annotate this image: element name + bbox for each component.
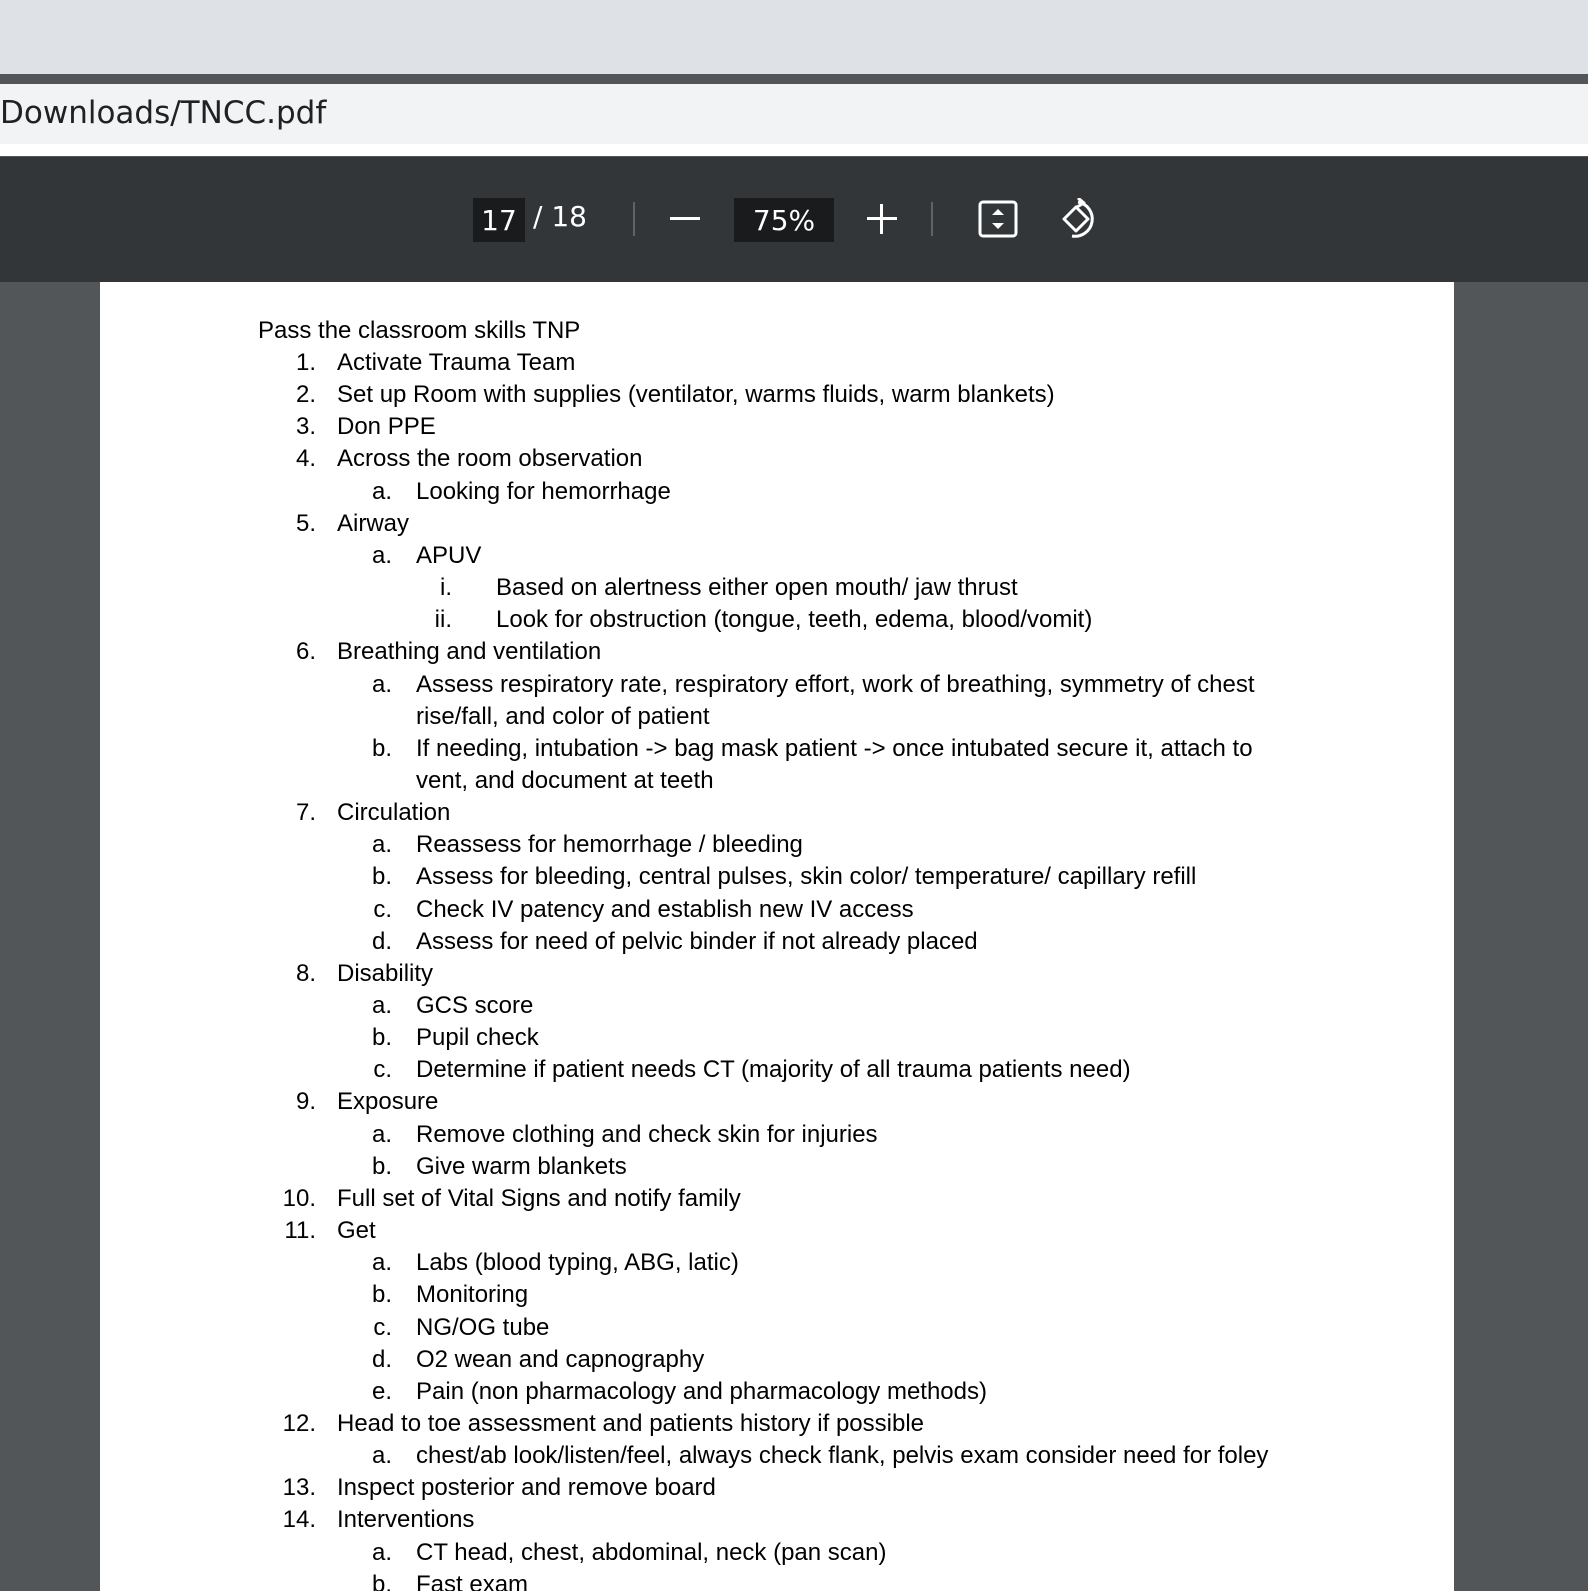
document-line [100,1184,1454,1214]
document-line [100,1538,1454,1568]
document-line [100,862,1454,892]
document-line [100,670,1454,700]
page-total-label: / 18 [533,200,587,233]
list-item-text: Assess for need of pelvic binder if not already placed [416,927,978,955]
list-marker: 1. [295,349,316,376]
list-marker: 2. [295,381,316,409]
document-line [100,1441,1454,1471]
document-line [100,1120,1454,1150]
list-marker: a. [371,541,392,569]
page-number-input[interactable]: 17 [473,198,525,242]
list-marker: 4. [295,445,316,473]
list-item-text: Set up Room with supplies (ventilator, warms fluids, warm blankets) [337,381,1055,409]
list-item-text: Pupil check [416,1024,539,1052]
rotate-icon[interactable] [1056,198,1098,240]
list-item-text: Exposure [337,1088,439,1116]
document-line [100,830,1454,860]
list-item-text: Don PPE [337,413,436,441]
document-line [100,1023,1454,1053]
document-line [100,895,1454,925]
list-marker: b. [371,1570,392,1591]
document-line [100,1313,1454,1343]
document-line [100,1377,1454,1407]
document-line [100,927,1454,957]
document-line [100,605,1454,635]
list-marker: 12. [282,1409,316,1437]
list-marker: c. [373,1313,392,1341]
document-line [100,734,1454,764]
list-marker: d. [371,1345,392,1373]
list-marker: 3. [295,413,316,441]
fit-to-page-icon[interactable] [978,200,1018,238]
list-marker: 10. [282,1184,316,1212]
list-marker: a. [371,477,392,505]
zoom-in-icon[interactable] [865,202,899,236]
list-marker: 7. [295,799,316,827]
list-item-text: APUV [416,541,482,569]
document-line [100,702,1454,732]
list-marker: 6. [295,638,316,666]
list-item-text: GCS score [416,992,534,1019]
document-line [100,1248,1454,1278]
document-line [100,1473,1454,1503]
list-marker: a. [371,670,392,698]
list-marker: a. [371,1538,392,1566]
list-item-text: Looking for hemorrhage [416,477,671,505]
document-line [100,1505,1454,1535]
document-line [100,509,1454,539]
document-line [100,541,1454,571]
pdf-page [100,282,1454,1591]
list-item-text: rise/fall, and color of patient [416,702,710,730]
list-item-text: NG/OG tube [416,1313,550,1341]
document-line [100,477,1454,507]
list-marker: a. [371,1442,392,1470]
document-line [100,573,1454,603]
list-item-text: Circulation [337,799,451,827]
tab-strip [0,0,1588,74]
list-marker: b. [371,863,392,891]
list-marker: a. [371,1249,392,1277]
list-marker: c. [373,895,392,923]
list-item-text: Reassess for hemorrhage / bleeding [416,831,803,859]
document-line [100,766,1454,796]
list-item-text: Activate Trauma Team [337,349,576,376]
list-marker: 5. [295,509,316,537]
zoom-level-input[interactable]: 75% [734,198,834,242]
list-item-text: Assess respiratory rate, respiratory effort, work of breathing, symmetry of chest [416,670,1255,698]
list-marker: e. [371,1377,392,1405]
list-item-text: Head to toe assessment and patients history if possible [337,1409,924,1437]
list-marker: a. [371,992,392,1019]
list-marker: 13. [282,1474,316,1502]
document-line [100,1345,1454,1375]
list-item-text: Pain (non pharmacology and pharmacology methods) [416,1377,987,1405]
document-line [100,637,1454,667]
list-marker: a. [371,1120,392,1148]
list-item-text: Breathing and ventilation [337,638,602,666]
list-marker: b. [371,734,392,762]
list-item-text: Fast exam [416,1570,529,1591]
list-item-text: CT head, chest, abdominal, neck (pan scan) [416,1538,887,1566]
list-marker: i. [440,574,452,602]
list-item-text: Across the room observation [337,445,643,473]
list-marker: 9. [295,1088,316,1116]
list-item-text: Labs (blood typing, ABG, latic) [416,1249,739,1277]
document-line [100,348,1454,378]
address-url[interactable]: Downloads/TNCC.pdf [0,95,327,131]
list-marker: b. [371,1281,392,1309]
list-item-text: O2 wean and capnography [416,1345,705,1373]
document-line [100,1087,1454,1117]
list-item-text: Airway [337,509,410,537]
list-item-text: Give warm blankets [416,1152,627,1180]
list-item-text: Assess for bleeding, central pulses, skin color/ temperature/ capillary refill [416,863,1197,891]
list-item-text: Interventions [337,1506,475,1534]
document-line [100,1409,1454,1439]
document-line [100,959,1454,989]
list-marker: 14. [282,1506,316,1534]
list-item-text: Disability [337,959,434,987]
zoom-out-icon[interactable] [668,200,702,236]
list-item-text: Inspect posterior and remove board [337,1474,716,1502]
document-line [100,444,1454,474]
list-item-text: chest/ab look/listen/feel, always check flank, pelvis exam consider need for foley [416,1442,1269,1470]
toolbar-divider [633,202,635,236]
list-item-text: vent, and document at teeth [416,766,714,794]
document-line [100,380,1454,410]
document-line [100,1152,1454,1182]
toolbar-divider [931,202,933,236]
document-line [100,1216,1454,1246]
document-line [100,1570,1454,1591]
list-item-text: Remove clothing and check skin for injuries [416,1120,878,1148]
list-item-text: If needing, intubation -> bag mask patient -> once intubated secure it, attach to [416,734,1253,762]
list-item-text: Get [337,1217,376,1245]
list-marker: b. [371,1024,392,1052]
list-marker: 8. [295,959,316,987]
address-divider [0,144,1588,156]
document-line [100,1055,1454,1085]
document-line [100,991,1454,1021]
list-marker: a. [371,831,392,859]
document-line [100,412,1454,442]
list-marker: ii. [434,606,452,634]
list-marker: c. [373,1056,392,1084]
document-line [100,1280,1454,1310]
list-item-text: Determine if patient needs CT (majority of all trauma patients need) [416,1056,1131,1084]
list-item-text: Based on alertness either open mouth/ jaw thrust [496,574,1018,602]
list-marker: d. [371,927,392,955]
list-item-text: Full set of Vital Signs and notify family [337,1184,741,1212]
list-item-text: Look for obstruction (tongue, teeth, edema, blood/vomit) [496,606,1093,634]
list-marker: b. [371,1152,392,1180]
list-marker: 11. [284,1217,316,1245]
list-item-text: Monitoring [416,1281,529,1309]
list-item-text: Check IV patency and establish new IV access [416,895,914,923]
document-heading: Pass the classroom skills TNP [258,317,581,344]
document-line [100,798,1454,828]
